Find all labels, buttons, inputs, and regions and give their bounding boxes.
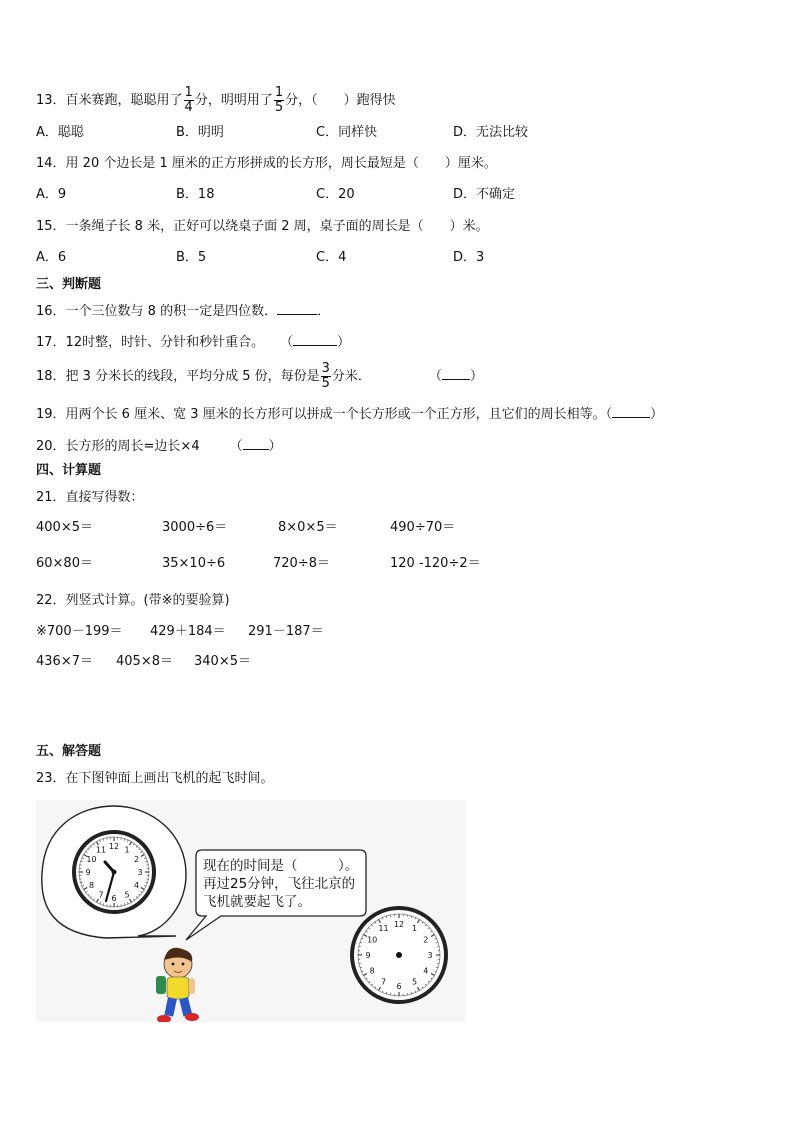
calc-item: ※700－199＝ — [36, 624, 123, 639]
question-14: 14．用 20 个边长是 1 厘米的正方形拼成的长方形，周长最短是（ ）厘米。 — [36, 156, 497, 171]
clock-number: 11 — [378, 923, 389, 933]
question-15: 15．一条绳子长 8 米，正好可以绕桌子面 2 周，桌子面的周长是（ ）米。 — [36, 219, 489, 234]
q13-text-part1: 13．百米赛跑，聪聪用了 — [36, 93, 183, 108]
clock-number: 7 — [98, 890, 104, 900]
clock-number: 3 — [137, 867, 143, 877]
section-heading-judgement: 三、判断题 — [36, 277, 102, 292]
question-23-title: 23．在下图钟面上画出飞机的起飞时间。 — [36, 771, 274, 786]
paren-open: （ — [428, 369, 442, 384]
question-22-title: 22．列竖式计算。(带※的要验算) — [36, 593, 230, 608]
blank-clock[interactable] — [352, 908, 446, 1002]
clock-center — [396, 952, 402, 958]
clock-number: 1 — [411, 923, 418, 933]
calc-item: 3000÷6＝ — [162, 520, 228, 535]
q13-option-c[interactable]: C．同样快 — [316, 125, 378, 140]
question-18 — [36, 358, 483, 396]
q15-option-d[interactable]: D．3 — [453, 250, 485, 265]
clock-number: 2 — [423, 935, 429, 945]
calc-item: 60×80＝ — [36, 556, 93, 571]
answer-blank[interactable] — [277, 302, 317, 315]
q14-option-c[interactable]: C．20 — [316, 187, 355, 202]
paren-close: ） — [650, 407, 664, 422]
question-17 — [36, 333, 350, 352]
q20-text: 20．长方形的周长=边长×4 — [36, 439, 200, 454]
clock-number: 8 — [88, 880, 95, 890]
clock-number: 4 — [423, 966, 429, 976]
paren-open: （ — [280, 335, 294, 350]
answer-blank[interactable] — [442, 367, 470, 380]
q13-text-part3: 分，（ ）跑得快 — [285, 93, 396, 108]
q16-text: 16．一个三位数与 8 的积一定是四位数． — [36, 304, 278, 319]
paren-close: ） — [337, 335, 351, 350]
fraction-denominator: 4 — [184, 100, 193, 115]
question-20 — [36, 437, 282, 456]
fraction-denominator: 5 — [274, 100, 284, 115]
clock-number: 11 — [95, 845, 107, 855]
q15-option-b[interactable]: B．5 — [176, 250, 207, 265]
bubble-line-3: 飞机就要起飞了。 — [203, 894, 311, 910]
answer-blank[interactable] — [293, 333, 337, 346]
fraction-one-quarter — [184, 86, 194, 115]
clock-number: 6 — [396, 981, 402, 991]
section-heading-calculation: 四、计算题 — [36, 463, 102, 478]
calc-item: 8×0×5＝ — [278, 520, 338, 535]
calc-item: 35×10÷6 — [162, 556, 226, 571]
question-21-title: 21．直接写得数： — [36, 490, 144, 505]
clock-number: 9 — [85, 867, 91, 877]
fraction-one-fifth — [274, 86, 284, 115]
fraction-numerator: 1 — [274, 85, 284, 100]
bubble-line-1: 现在的时间是（ ）。 — [203, 858, 359, 874]
q15-option-c[interactable]: C．4 — [316, 250, 347, 265]
clock-number: 8 — [369, 966, 375, 976]
clock-center — [112, 870, 117, 875]
bubble-line-2: 再过25分钟，飞往北京的 — [203, 876, 356, 892]
calc-item: 400×5＝ — [36, 520, 93, 535]
calc-item: 490÷70＝ — [390, 520, 456, 535]
section-heading-solutions: 五、解答题 — [36, 744, 102, 759]
clock-number: 10 — [367, 935, 378, 945]
q19-text: 19．用两个长 6 厘米、宽 3 厘米的长方形可以拼成一个长方形或一个正方形，且它们的周长相等。 — [36, 407, 606, 422]
fraction-numerator: 3 — [321, 361, 330, 376]
clock-number: 12 — [393, 919, 405, 929]
question-16 — [36, 302, 330, 321]
clock-number: 7 — [380, 977, 387, 987]
q17-text: 17．12时整，时针、分针和秒针重合。 — [36, 335, 265, 350]
calc-item: 436×7＝ — [36, 654, 93, 669]
fraction-denominator: 5 — [321, 376, 330, 391]
clock-number: 6 — [111, 893, 117, 903]
q14-option-b[interactable]: B．18 — [176, 187, 215, 202]
answer-blank[interactable] — [243, 437, 269, 450]
q14-option-d[interactable]: D．不确定 — [453, 187, 516, 202]
paren-open: （ — [605, 407, 613, 422]
calc-item: 120 -120÷2＝ — [390, 556, 481, 571]
clock-number: 5 — [124, 890, 130, 900]
q15-option-a[interactable]: A．6 — [36, 250, 67, 265]
calc-item: 340×5＝ — [194, 654, 251, 669]
q16-end: ． — [317, 304, 331, 319]
question-19 — [36, 405, 663, 424]
clock-number: 1 — [124, 845, 130, 855]
fraction-three-fifths — [321, 362, 331, 391]
clock-number: 3 — [427, 950, 433, 960]
calc-item: 720÷8＝ — [273, 556, 330, 571]
calc-item: 291－187＝ — [248, 624, 324, 639]
answer-blank[interactable] — [612, 405, 650, 418]
q13-option-a[interactable]: A．聪聪 — [36, 125, 84, 140]
question-13 — [36, 84, 396, 118]
clock-illustration — [36, 800, 466, 1022]
calc-item: 429＋184＝ — [150, 624, 226, 639]
paren-close: ） — [469, 369, 483, 384]
clock-number: 5 — [411, 977, 418, 987]
current-time-clock — [74, 832, 154, 912]
q13-text-part2: 分，明明用了 — [194, 93, 273, 108]
clock-number: 10 — [86, 854, 97, 864]
q13-option-b[interactable]: B．明明 — [176, 125, 224, 140]
clock-number: 12 — [108, 841, 120, 851]
q13-option-d[interactable]: D．无法比较 — [453, 125, 529, 140]
calc-item: 405×8＝ — [116, 654, 173, 669]
q18-text-part1: 18．把 3 分米长的线段，平均分成 5 份，每份是 — [36, 369, 320, 384]
q14-option-a[interactable]: A．9 — [36, 187, 67, 202]
clock-number: 9 — [365, 950, 371, 960]
q18-text-part2: 分米． — [331, 369, 371, 384]
paren-open: （ — [229, 439, 243, 454]
clock-number: 2 — [133, 854, 140, 864]
clock-number: 4 — [133, 880, 140, 890]
paren-close: ） — [268, 439, 282, 454]
fraction-numerator: 1 — [184, 85, 193, 100]
